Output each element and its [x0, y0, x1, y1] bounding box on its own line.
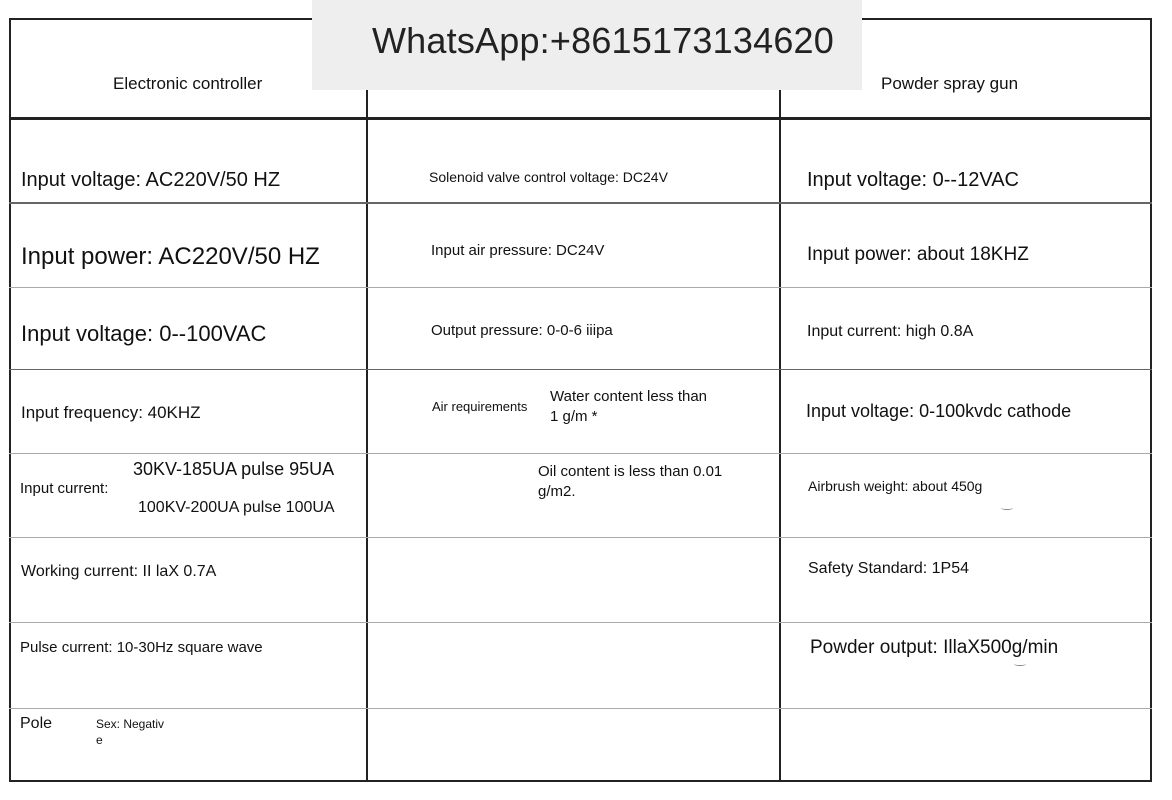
controller-input-current-label: Input current: — [20, 480, 109, 497]
controller-working-current: Working current: II laX 0.7A — [21, 563, 217, 580]
gun-input-power: Input power: about 18KHZ — [807, 244, 1029, 265]
gun-input-voltage: Input voltage: 0--12VAC — [807, 169, 1019, 191]
controller-input-current-value-b: 100KV-200UA pulse 100UA — [138, 499, 335, 516]
column-divider-2 — [779, 18, 781, 782]
row-divider-2 — [9, 287, 1152, 288]
controller-input-current-value-a: 30KV-185UA pulse 95UA — [133, 459, 335, 479]
powder-output: Powder output: IllaX500g/min — [810, 637, 1059, 658]
airbrush-weight: Airbrush weight: about 450g — [808, 478, 983, 494]
input-air-pressure: Input air pressure: DC24V — [431, 242, 605, 259]
air-requirements-label: Air requirements — [432, 399, 528, 414]
controller-input-voltage: Input voltage: AC220V/50 HZ — [21, 169, 281, 191]
controller-input-voltage-2: Input voltage: 0--100VAC — [21, 321, 267, 346]
solenoid-valve-voltage: Solenoid valve control voltage: DC24V — [429, 169, 668, 185]
safety-standard: Safety Standard: 1P54 — [808, 560, 969, 577]
gun-input-voltage-cathode: Input voltage: 0-100kvdc cathode — [806, 401, 1072, 421]
row-divider-5 — [9, 537, 1152, 538]
header-divider — [9, 117, 1152, 120]
output-pressure: Output pressure: 0-0-6 iiipa — [431, 322, 613, 339]
table-border-left — [9, 18, 11, 782]
table-border-right — [1150, 18, 1152, 782]
row-divider-4 — [9, 453, 1152, 454]
oil-content: Oil content is less than 0.01 g/m2. — [538, 463, 723, 501]
water-content: Water content less than 1 g/m * — [550, 388, 708, 426]
controller-input-power: Input power: AC220V/50 HZ — [21, 243, 320, 270]
controller-input-frequency: Input frequency: 40KHZ — [21, 403, 201, 422]
gun-input-current: Input current: high 0.8A — [807, 323, 974, 340]
controller-pole-value: Sex: Negative — [96, 717, 165, 747]
scan-mark — [1001, 506, 1013, 510]
row-divider-3 — [9, 369, 1152, 370]
table-border-bottom — [9, 780, 1152, 782]
header-powder-spray-gun: Powder spray gun — [881, 74, 1019, 93]
header-electronic-controller: Electronic controller — [113, 74, 263, 93]
row-divider-6 — [9, 622, 1152, 623]
controller-pulse-current: Pulse current: 10-30Hz square wave — [20, 639, 263, 656]
column-divider-1 — [366, 18, 368, 782]
watermark-text: WhatsApp:+8615173134620 — [372, 20, 834, 61]
scan-mark — [1014, 662, 1026, 666]
controller-pole-label: Pole — [20, 715, 53, 732]
row-divider-1 — [9, 202, 1152, 204]
row-divider-7 — [9, 708, 1152, 709]
whatsapp-watermark — [312, 0, 862, 90]
